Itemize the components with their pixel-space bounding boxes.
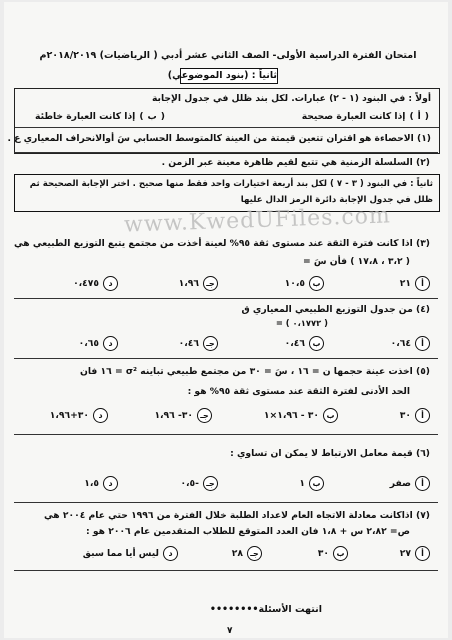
item-2-number: (٢) [415, 157, 430, 168]
q3-option-c[interactable] [179, 276, 218, 291]
q5-option-c-value: ٣٠- ١،٩٦ [154, 410, 193, 421]
q7-option-c-value: ٢٨ [231, 548, 243, 559]
q5-option-a[interactable] [400, 408, 430, 423]
q7-option-b[interactable] [318, 546, 348, 561]
question-7-line1: اذاكانت معادلة الاتجاه العام لاعداد الطلبة خلال الفترة من ١٩٩٦ حتي عام ٢٠٠٤ هي [44, 510, 413, 521]
site-watermark: www.KwedUFiles.com [123, 203, 392, 238]
q3-option-d-circle[interactable]: د [103, 276, 118, 291]
q7-option-c-circle[interactable]: جـ [247, 546, 262, 561]
option-a-label: أ [417, 111, 421, 122]
q4-option-c-circle[interactable]: جـ [203, 336, 218, 351]
q5-option-b-value: ٣٠ - ١،٩٦×١ [263, 410, 319, 421]
question-4-line1: من جدول التوزيع الطبيعي المعياري ق [241, 304, 413, 315]
q5-option-c-circle[interactable]: جـ [197, 408, 212, 423]
q7-option-a-value: ٢٧ [399, 548, 411, 559]
q5-option-d-circle[interactable]: د [93, 408, 108, 423]
q3-option-b-circle[interactable]: ب [309, 276, 324, 291]
exam-page [4, 2, 448, 638]
q4-option-b-value: ٠،٤٦ [284, 338, 305, 349]
q6-option-a-circle[interactable]: أ [415, 476, 430, 491]
question-3-line1: اذا كانت فترة الثقة عند مستوى ثقة ٩٥% لعينة أخذت من مجتمع يتبع التوزيع الطبيعي هي [14, 238, 413, 249]
item-2-text: السلسلة الزمنية هي تتبع لقيم ظاهرة معينة عبر الزمن . [161, 157, 413, 168]
q6-option-c-value: -٠،٥ [180, 478, 199, 489]
q7-option-d[interactable] [83, 546, 178, 561]
q3-option-d-value: ٠،٤٧٥ [73, 278, 99, 289]
q6-option-b-circle[interactable]: ب [309, 476, 324, 491]
question-6-line1: قيمة معامل الارتباط لا يمكن ان تساوي : [230, 448, 413, 459]
option-b-label: ب [147, 111, 157, 122]
q4-option-c-value: ٠،٤٦ [178, 338, 199, 349]
q7-option-c[interactable] [232, 546, 262, 561]
item-1-number: (١) [416, 133, 431, 144]
exam-title: امتحان الفترة الدراسية الأولى- الصف الثاني عشر أدبي ( الرياضيات) ٢٠١٨/٢٠١٩م [39, 50, 417, 61]
option-a-text: إذا كانت العبارة صحيحة [301, 111, 406, 122]
part1-option-a: ( أ ) إذا كانت العبارة صحيحة [301, 111, 429, 122]
q4-option-a-circle[interactable]: أ [415, 336, 430, 351]
part1-box [7, 88, 440, 154]
q7-option-b-value: ٣٠ [317, 548, 329, 559]
q3-option-a-circle[interactable]: أ [415, 276, 430, 291]
q7-option-a-circle[interactable]: أ [415, 546, 430, 561]
q3-option-b[interactable] [285, 276, 324, 291]
q7-option-d-circle[interactable]: د [163, 546, 178, 561]
part2-heading-line2: ظلل في جدول الإجابة دائرة الرمز الدال عليها [240, 195, 433, 205]
page-number: ٧ [227, 626, 233, 636]
q5-option-a-circle[interactable]: أ [415, 408, 430, 423]
q5-option-b-circle[interactable]: ب [323, 408, 338, 423]
question-7-line2: ص= ٢،٨٢ س + ١،٨ فان العدد المتوقع للطلاب المتقدمين عام ٢٠٠٦ هو : [86, 526, 410, 537]
q3-option-a-value: ٢١ [399, 278, 411, 289]
question-5-number: (٥) [415, 366, 430, 377]
question-5-line1: اخذت عينة حجمها ن = ١٦ ، سَ = ٣٠ من مجتمع طبيعي تباينه σ² = ١٦ فان [80, 366, 413, 377]
q4-option-a-value: ٠،٦٤ [390, 338, 411, 349]
q7-option-d-value: ليس أيا مما سبق [82, 548, 159, 559]
q4-option-b-circle[interactable]: ب [309, 336, 324, 351]
q6-option-a[interactable] [390, 476, 430, 491]
q7-option-a[interactable] [400, 546, 430, 561]
q4-option-d[interactable] [79, 336, 118, 351]
q6-option-c-circle[interactable]: جـ [203, 476, 218, 491]
q6-option-a-value: صفر [389, 478, 411, 489]
q3-option-a[interactable] [400, 276, 430, 291]
q6-option-d-value: ١،٥ [84, 478, 99, 489]
q6-option-c[interactable] [180, 476, 218, 491]
q3-option-c-value: ١،٩٦ [178, 278, 199, 289]
question-4-line2: ( ٠،١٧٧٢ ) = [275, 318, 328, 328]
q5-option-d[interactable] [50, 408, 108, 423]
q6-option-d-circle[interactable]: د [103, 476, 118, 491]
question-3-line2: ( ٣،٢ ، ١٧،٨ ) فأن سَ = [302, 256, 410, 267]
question-7-number: (٧) [415, 510, 430, 521]
q5-option-c[interactable] [154, 408, 212, 423]
q6-option-b[interactable] [299, 476, 324, 491]
part1-option-b: ( ب ) إذا كانت العبارة خاطئة [35, 111, 165, 122]
part1-heading: أولاً : في البنود (١ - ٢) عبارات. لكل بند ظلل في جدول الإجابة [151, 93, 431, 104]
end-of-questions: انتهت الأسئلة•••••••• [209, 604, 322, 615]
item-2 [162, 157, 430, 168]
item-1 [7, 133, 431, 144]
q3-option-b-value: ١٠،٥ [284, 278, 305, 289]
q4-option-b[interactable] [285, 336, 324, 351]
q6-option-d[interactable] [84, 476, 118, 491]
q3-option-c-circle[interactable]: جـ [203, 276, 218, 291]
q7-option-b-circle[interactable]: ب [333, 546, 348, 561]
q4-option-d-circle[interactable]: د [103, 336, 118, 351]
q4-option-d-value: ٠،٦٥ [78, 338, 99, 349]
q5-option-b[interactable] [264, 408, 338, 423]
q5-option-d-value: ٣٠+١،٩٦ [49, 410, 89, 421]
option-b-text: إذا كانت العبارة خاطئة [35, 111, 136, 122]
q5-option-a-value: ٣٠ [399, 410, 411, 421]
question-5-line2: الحد الأدنى لفترة الثقة عند مستوى ثقة ٩٥% هو : [187, 386, 410, 397]
q4-option-a[interactable] [391, 336, 430, 351]
q6-option-b-value: ١ [299, 478, 305, 489]
q3-option-d[interactable] [73, 276, 118, 291]
section-title: ثانياً : (بنود الموضوعي) [180, 68, 278, 84]
part2-heading-line1: ثانياً : في البنود ( ٣ - ٧ ) لكل بند أربعة اختيارات واحد فقط منها صحيح . اختر الإجابة الصحيحة ثم [29, 179, 433, 189]
question-3-number: (٣) [415, 238, 430, 249]
question-4-number: (٤) [415, 304, 430, 315]
q4-option-c[interactable] [179, 336, 218, 351]
item-1-text: الاحصاءة هو اقتران تتعين قيمتة من العينة كالمتوسط الحسابي سَ أوالانحراف المعياري ع . [7, 133, 414, 144]
question-6-number: (٦) [415, 448, 430, 459]
